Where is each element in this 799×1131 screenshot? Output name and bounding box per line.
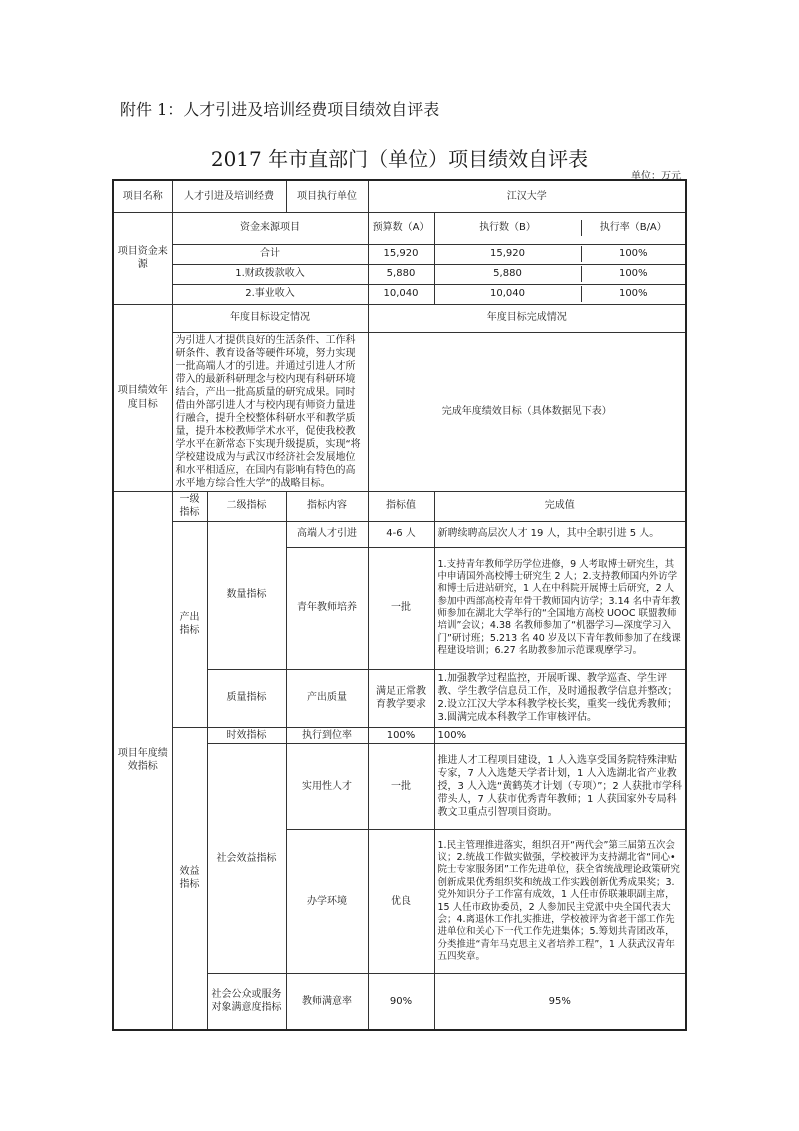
timely-done: 100% (434, 727, 686, 744)
social-indicator-label: 社会效益指标 (207, 744, 286, 974)
teacher-done: 1.支持青年教师学历学位进修，9 人考取博士研究生，其中申请国外高校博士研究生 2 人；2.支持教师国内外访学和博士后进站研究，1 人在中科院开展博士后研究，2 人参加中西部高校青年骨干教师国内访学；3.14 名中青年教师参加在湖北大学举行的“全国地方高校 UOOC 联盟教师培训”会议；4.38 名教师参加了“机器学习—深度学习入门”研讨班；5.213 名 40 岁及以下青年教师参加了在线课程建设培训；6.27 名助教参加示范课观摩学习。 (434, 547, 686, 669)
satisfaction-done: 95% (434, 974, 686, 1030)
project-name-label: 项目名称 (113, 180, 172, 212)
funding-row-total-split (434, 244, 686, 264)
funding-row-total-source: 合计 (172, 244, 368, 264)
unit-label: 单位：万元 (631, 171, 681, 182)
practical-done: 推进人才工程项目建设，1 人入选享受国务院特殊津贴专家，7 人入选楚天学者计划，1 人入选湖北省产业教授，3 人入选“黄鹤英才计划（专项）”；2 人获批市学科带头人，7 人获市优秀青年教师；1 人获国家外专局科教文卫重点引智项目资助。 (434, 744, 686, 830)
satisfaction-value: 90% (368, 974, 434, 1030)
indicators-header-level2: 二级指标 (207, 491, 286, 521)
annual-goal-set-text: 为引进人才提供良好的生活条件、工作科研条件、教育设备等硬件环境，努力实现一批高端人才的引进。并通过引进人才所带入的最新科研理念与校内现有科研环境结合，产出一批高质量的研究成果。同时借由外部引进人才与校内现有师资力量进行融合，提升全校整体科研水平和教学质量，提升本校教师学术水平，促使我校教学水平在新常态下实现升级提质，实现“将学校建设成为与武汉市经济社会发展地位和水平相适应，在国内有影响有特色的高水平地方综合性大学”的战略目标。 (172, 332, 368, 491)
indicators-section-label: 项目年度绩效指标 (113, 491, 172, 1030)
funding-row-business-split (434, 284, 686, 304)
funding-row-business-rate: 100% (618, 288, 648, 300)
document-title: 2017 年市直部门（单位）项目绩效自评表 (210, 147, 589, 171)
funding-row-fiscal-rate: 100% (618, 268, 648, 280)
teacher-content: 青年教师培养 (286, 547, 368, 669)
funding-header-split (434, 212, 686, 244)
timely-content: 执行到位率 (286, 727, 368, 744)
timely-value: 100% (368, 727, 434, 744)
quality-value: 满足正常教育教学要求 (368, 669, 434, 727)
timeliness-indicator-label: 时效指标 (207, 727, 286, 744)
attachment-title: 附件 1：人才引进及培训经费项目绩效自评表 (120, 100, 440, 119)
annual-goal-section-label: 项目绩效年度目标 (113, 304, 172, 491)
funding-row-fiscal-split (434, 264, 686, 284)
funding-row-fiscal-budget: 5,880 (368, 264, 434, 284)
annual-goal-set-header: 年度目标设定情况 (172, 304, 368, 332)
funding-section-label: 项目资金来源 (113, 212, 172, 304)
indicators-header-level1: 一级指标 (172, 491, 207, 521)
funding-row-total-budget: 15,920 (368, 244, 434, 264)
indicators-header-value: 指标值 (368, 491, 434, 521)
satisfaction-indicator-label: 社会公众或服务对象满意度指标 (207, 974, 286, 1030)
funding-row-fiscal-executed: 5,880 (435, 266, 582, 282)
exec-unit-value: 江汉大学 (368, 180, 686, 212)
funding-row-total-executed: 15,920 (435, 246, 582, 262)
indicators-header-done: 完成值 (434, 491, 686, 521)
funding-row-business-executed: 10,040 (435, 286, 582, 302)
environment-content: 办学环境 (286, 830, 368, 974)
teacher-value: 一批 (368, 547, 434, 669)
benefit-indicator-label: 效益指标 (172, 727, 207, 1030)
quality-indicator-label: 质量指标 (207, 669, 286, 727)
talent-value: 4-6 人 (368, 521, 434, 547)
funding-row-total-rate: 100% (618, 248, 648, 260)
quality-content: 产出质量 (286, 669, 368, 727)
talent-content: 高端人才引进 (286, 521, 368, 547)
funding-header-rate: 执行率（B/A） (599, 222, 667, 234)
annual-goal-done-text: 完成年度绩效目标（具体数据见下表） (368, 332, 686, 491)
quantity-indicator-label: 数量指标 (207, 521, 286, 669)
quality-done: 1.加强教学过程监控，开展听课、教学巡查、学生评教、学生教学信息员工作，及时通报教学信息并整改；2.设立江汉大学本科教学校长奖，重奖一线优秀教师；3.圆满完成本科教学工作审核评估。 (434, 669, 686, 727)
funding-row-business-source: 2.事业收入 (172, 284, 368, 304)
project-name-value: 人才引进及培训经费 (172, 180, 286, 212)
practical-value: 一批 (368, 744, 434, 830)
talent-done: 新聘续聘高层次人才 19 人，其中全职引进 5 人。 (434, 521, 686, 547)
performance-evaluation-table (112, 179, 687, 1031)
funding-header-budget: 预算数（A） (368, 212, 434, 244)
satisfaction-content: 教师满意率 (286, 974, 368, 1030)
practical-content: 实用性人才 (286, 744, 368, 830)
environment-value: 优良 (368, 830, 434, 974)
funding-header-source: 资金来源项目 (172, 212, 368, 244)
environment-done: 1.民主管理推进落实，组织召开“两代会”第三届第五次会议；2.统战工作做实做强，学校被评为支持湖北省“同心•院士专家服务团”工作先进单位，获全省统战理论政策研究创新成果优秀组织奖和统战工作实践创新优秀成果奖；3.党外知识分子工作富有成效，1 人任市侨联兼职副主席，15 人任市政协委员，2 人参加民主党派中央全国代表大会；4.离退休工作扎实推进，学校被评为省老干部工作先进单位和关心下一代工作先进集体；5.筹划共青团改革，分类推进“青年马克思主义者培养工程”，1 人获武汉青年五四奖章。 (434, 830, 686, 974)
funding-row-business-budget: 10,040 (368, 284, 434, 304)
output-indicator-label: 产出指标 (172, 521, 207, 727)
indicators-header-content: 指标内容 (286, 491, 368, 521)
exec-unit-label: 项目执行单位 (286, 180, 368, 212)
funding-header-executed: 执行数（B） (435, 220, 582, 236)
funding-row-fiscal-source: 1.财政拨款收入 (172, 264, 368, 284)
annual-goal-done-header: 年度目标完成情况 (368, 304, 686, 332)
